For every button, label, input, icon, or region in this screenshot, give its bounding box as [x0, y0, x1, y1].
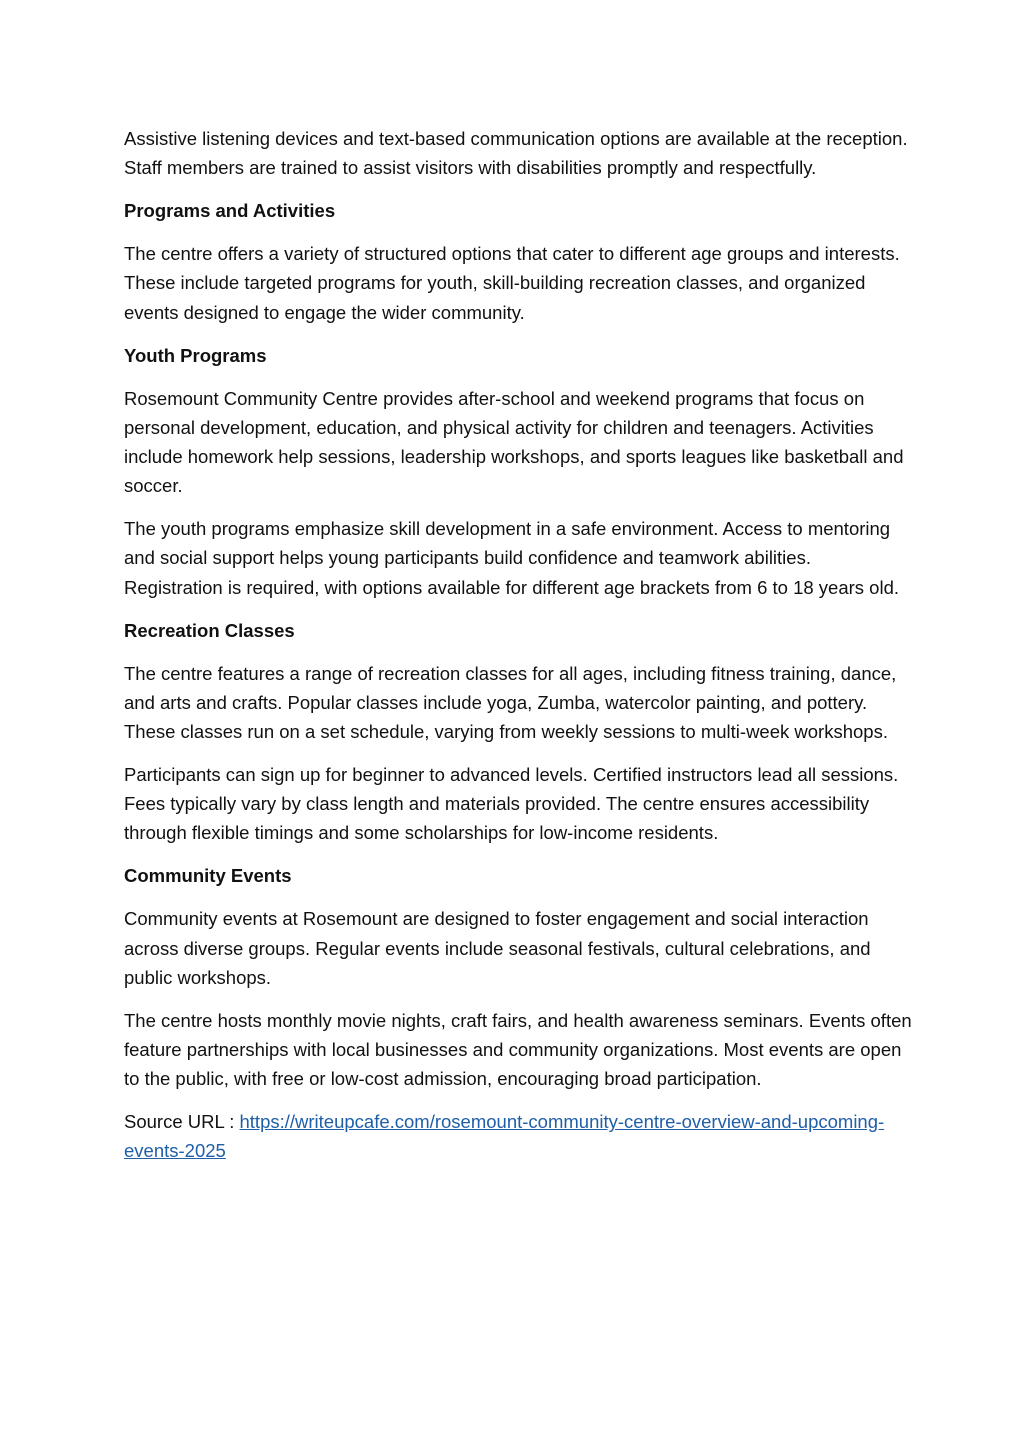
events-paragraph-2: The centre hosts monthly movie nights, craft fairs, and health awareness seminars. Events often feature partnerships with local businesses and community organizations. Most events are open to the public, with free or low-cost admission, encouraging broad participation. [124, 1009, 912, 1090]
recreation-classes-heading: Recreation Classes [124, 619, 295, 641]
document-page [124, 124, 914, 1179]
community-events-heading: Community Events [124, 865, 292, 887]
programs-heading: Programs and Activities [124, 200, 336, 222]
recreation-paragraph-2: Participants can sign up for beginner to advanced levels. Certified instructors lead all sessions. Fees typically vary by class length and materials provided. The centre ensures accessibility through flexible timings and some scholarships for low-income residents. [124, 764, 899, 844]
events-paragraph-1: Community events at Rosemount are designed to foster engagement and social interaction across diverse groups. Regular events include seasonal festivals, cultural celebrations, and public workshops. [124, 908, 871, 988]
intro-paragraph: Assistive listening devices and text-based communication options are available at the reception. Staff members are trained to assist visitors with disabilities promptly and respectfully. [124, 128, 908, 179]
recreation-paragraph-1: The centre features a range of recreation classes for all ages, including fitness training, dance, and arts and crafts. Popular classes include yoga, Zumba, watercolor painting, and pottery. These classes run on a set schedule, varying from weekly sessions to multi-week workshops. [124, 662, 897, 743]
source-label: Source URL : [124, 1111, 240, 1133]
source-line [124, 1107, 914, 1165]
youth-programs-heading: Youth Programs [124, 344, 267, 366]
programs-paragraph: The centre offers a variety of structured options that cater to different age groups and interests. These include targeted programs for youth, skill-building recreation classes, and organized events designed to engage the wider community. [124, 243, 900, 323]
youth-paragraph-2: The youth programs emphasize skill development in a safe environment. Access to mentoring and social support helps young participants build confidence and teamwork abilities. Registration is required, with options available for different age brackets from 6 to 18 years old. [124, 518, 900, 598]
youth-paragraph-1: Rosemount Community Centre provides after-school and weekend programs that focus on personal development, education, and physical activity for children and teenagers. Activities include homework help sessions, leadership workshops, and sports leagues like basketball and soccer. [124, 387, 904, 497]
source-url-link[interactable]: https://writeupcafe.com/rosemount-community-centre-overview-and-upcoming-events-2025 [124, 1111, 885, 1162]
